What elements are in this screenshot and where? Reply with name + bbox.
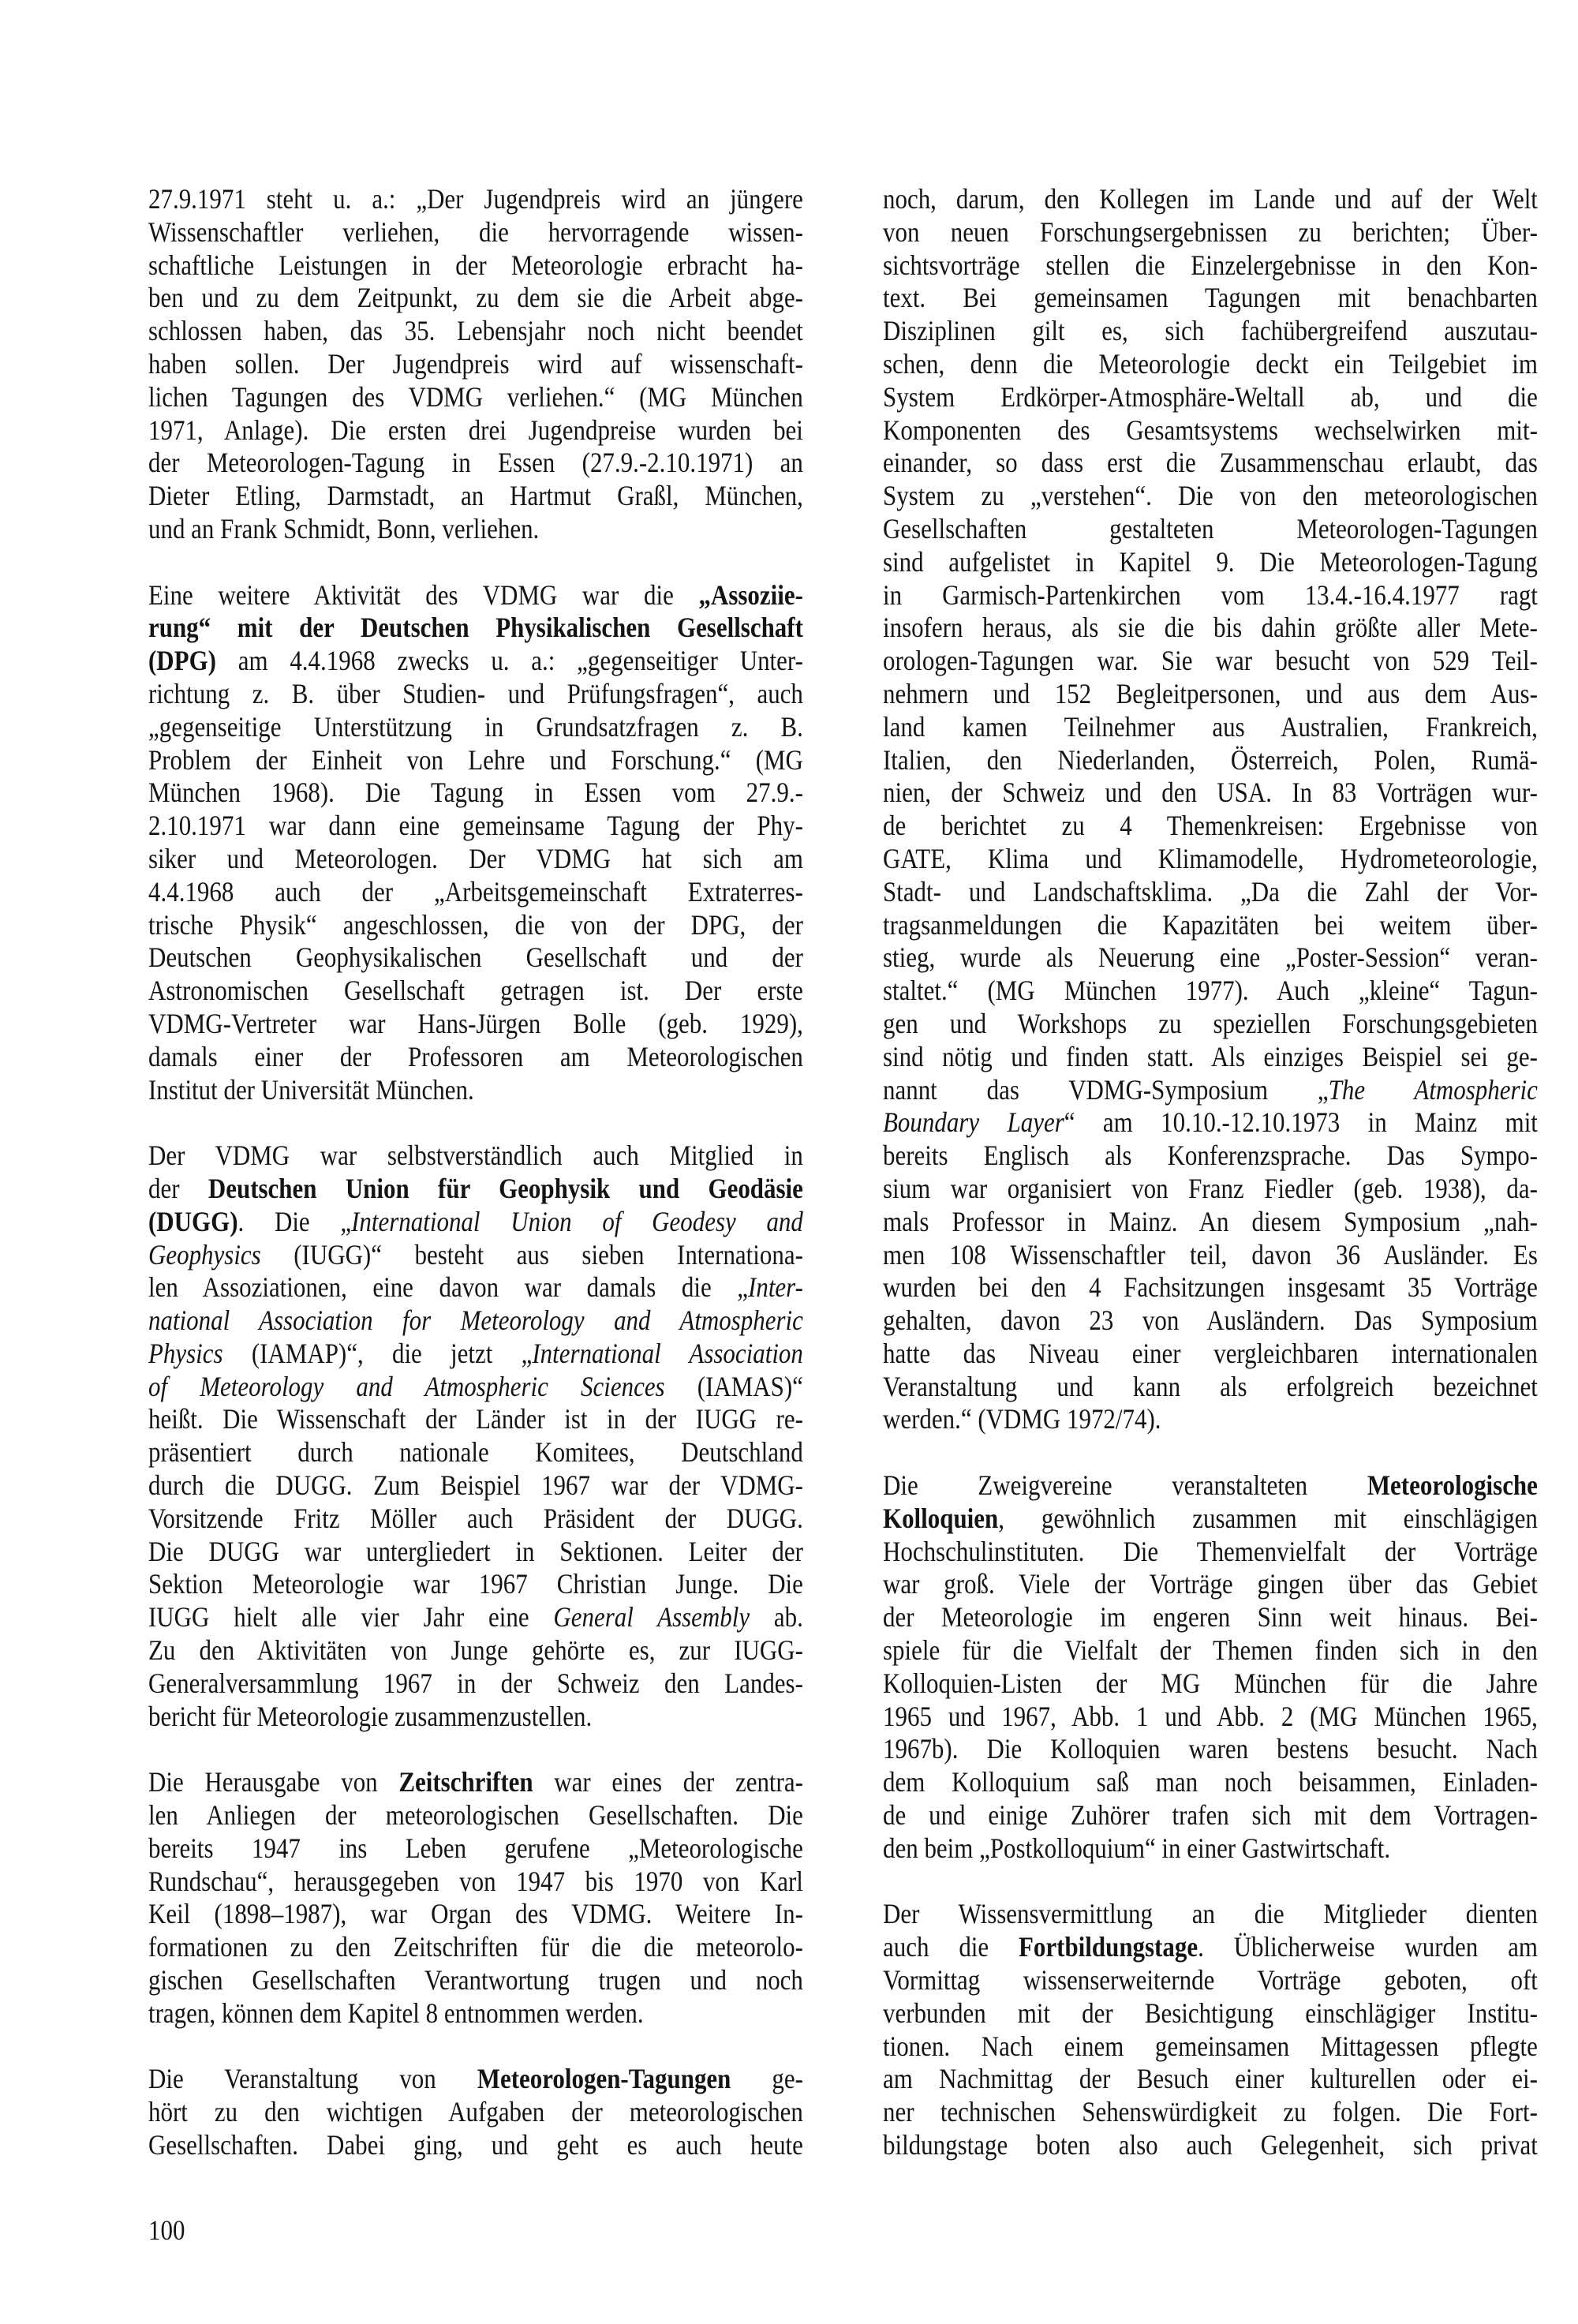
text-line: stieg, wurde als Neuerung eine „Poster-Session“ veran- (883, 941, 1538, 974)
text-line (148, 1371, 803, 1404)
italic-title: Physics (148, 1337, 223, 1369)
text-run: am 4.4.1968 zwecks u. a.: „gegenseitiger Unter- (215, 645, 803, 677)
text-run: ab. (750, 1601, 803, 1634)
text-run: Die Veranstaltung von (148, 2063, 477, 2095)
text-run: (IAMAS)“ (664, 1370, 803, 1402)
text-line: Hochschulinstituten. Die Themenvielfalt der Vorträge (883, 1535, 1538, 1567)
text-line: „gegenseitige Unterstützung in Grundsatzfragen z. B. (148, 710, 803, 743)
text-line (148, 1271, 803, 1304)
text-run: , gewöhnlich zusammen mit einschlägigen (998, 1502, 1538, 1534)
text-line: der Meteorologen-Tagung in Essen (27.9.-2.10.1971) an (148, 447, 803, 479)
text-line: Keil (1898–1987), war Organ des VDMG. Weitere In- (148, 1898, 803, 1930)
text-line: hatte das Niveau einer vergleichbaren internationalen (883, 1337, 1538, 1369)
text-run: (IUGG)“ besteht aus sieben Internationa- (260, 1238, 803, 1271)
text-run: . Die „ (237, 1205, 352, 1237)
text-line: sium war organisiert von Franz Fiedler (geb. 1938), da- (883, 1172, 1538, 1204)
text-line: spiele für die Vielfalt der Themen finden sich in den (883, 1634, 1538, 1667)
text-run: ge- (731, 2063, 803, 2095)
text-line: Problem der Einheit von Lehre und Forschung.“ (MG (148, 743, 803, 776)
bold-term: Meteorologen-Tagungen (477, 2063, 731, 2095)
text-line: gen und Workshops zu speziellen Forschungsgebieten (883, 1007, 1538, 1039)
text-line (883, 1106, 1538, 1140)
text-run: war eines der zentra- (533, 1766, 803, 1798)
text-line: in Garmisch-Partenkirchen vom 13.4.-16.4.1977 ragt (883, 578, 1538, 611)
text-line: Wissenschaftler verliehen, die hervorragende wissen- (148, 215, 803, 248)
text-run: “ am 10.10.-12.10.1973 in Mainz mit (1064, 1106, 1538, 1139)
bold-term: Zeitschriften (398, 1766, 533, 1798)
text-line: schen, denn die Meteorologie deckt ein Teilgebiet im (883, 347, 1538, 380)
text-line: bericht für Meteorologie zusammenzustellen. (148, 1700, 593, 1732)
italic-title: The Atmospheric (1328, 1073, 1538, 1106)
text-line: mals Professor in Mainz. An diesem Symposium „nah- (883, 1205, 1538, 1237)
text-line (148, 1304, 803, 1338)
text-line: einander, so dass erst die Zusammenschau erlaubt, das (883, 447, 1538, 479)
text-line: schaftliche Leistungen in der Meteorologie erbracht ha- (148, 249, 803, 281)
text-line: wurden bei den 4 Fachsitzungen insgesamt 35 Vorträge (883, 1271, 1538, 1304)
text-line: war groß. Viele der Vorträge gingen über das Gebiet (883, 1568, 1538, 1600)
text-line: noch, darum, den Kollegen im Lande und auf der Welt (883, 183, 1538, 215)
bold-term: (DUGG) (148, 1205, 238, 1237)
text-line: orologen-Tagungen war. Sie war besucht von 529 Teil- (883, 645, 1538, 677)
paragraph (148, 183, 803, 546)
text-run: auch die (883, 1931, 1019, 1963)
text-line: tragen, können dem Kapitel 8 entnommen werden. (148, 1997, 644, 2029)
text-line: Deutschen Geophysikalischen Gesellschaft und der (148, 941, 803, 974)
text-run: Eine weitere Aktivität des VDMG war die (148, 578, 699, 611)
text-run: len Assoziationen, eine davon war damals die „ (148, 1271, 749, 1304)
paragraph (148, 2063, 803, 2161)
italic-title: Inter- (748, 1271, 803, 1304)
text-line: tionen. Nach einem gemeinsamen Mittagessen pflegte (883, 2030, 1538, 2062)
text-line: hört zu den wichtigen Aufgaben der meteorologischen (148, 2096, 803, 2128)
text-line: 4.4.1968 auch der „Arbeitsgemeinschaft Extraterres- (148, 875, 803, 908)
bold-term: Fortbildungstage (1019, 1931, 1198, 1963)
italic-title: General Assembly (553, 1601, 750, 1634)
text-line: 1971, Anlage). Die ersten drei Jugendpreise wurden bei (148, 414, 803, 446)
text-line: Vormittag wissenserweiternde Vorträge geboten, oft (883, 1964, 1538, 1997)
text-line (148, 1338, 803, 1371)
text-line (148, 2063, 803, 2096)
text-line: text. Bei gemeinsamen Tagungen mit benachbarten (883, 282, 1538, 314)
text-line: präsentiert durch nationale Komitees, Deutschland (148, 1436, 803, 1469)
text-line: sind aufgelistet in Kapitel 9. Die Meteorologen-Tagung (883, 545, 1538, 578)
text-run: IUGG hielt alle vier Jahr eine (148, 1601, 554, 1634)
text-line: de berichtet zu 4 Themenkreisen: Ergebnisse von (883, 810, 1538, 842)
text-line: verbunden mit der Besichtigung einschlägiger Institu- (883, 1997, 1538, 2029)
bold-term: (DPG) (148, 645, 216, 677)
text-line: siker und Meteorologen. Der VDMG hat sich am (148, 842, 803, 874)
paragraph (148, 1766, 803, 2030)
text-line: am Nachmittag der Besuch einer kulturellen oder ei- (883, 2063, 1538, 2095)
paragraph (148, 579, 803, 1107)
text-line (883, 1931, 1538, 1964)
text-line: staltet.“ (MG München 1977). Auch „kleine“ Tagun- (883, 975, 1538, 1007)
text-run: Die Zweigvereine veranstalteten (883, 1469, 1367, 1502)
text-line: nien, der Schweiz und den USA. In 83 Vorträgen wur- (883, 777, 1538, 809)
text-line (148, 645, 803, 678)
italic-title: national Association for Meteorology and Atmospheric (148, 1304, 803, 1337)
bold-term: Meteorologische (1367, 1469, 1538, 1502)
text-line: Astronomischen Gesellschaft getragen ist. Der erste (148, 975, 803, 1007)
text-line: nehmern und 152 Begleitpersonen, und aus dem Aus- (883, 677, 1538, 709)
text-line: Gesellschaften. Dabei ging, und geht es auch heute (148, 2129, 803, 2161)
text-line: gehalten, davon 23 von Ausländern. Das Symposium (883, 1304, 1538, 1337)
italic-title: International Association (532, 1337, 803, 1369)
italic-title: Boundary Layer (883, 1106, 1064, 1139)
text-line: schlossen haben, das 35. Lebensjahr noch nicht beendet (148, 315, 803, 347)
text-run: Die Herausgabe von (148, 1766, 399, 1798)
text-line: richtung z. B. über Studien- und Prüfungsfragen“, auch (148, 677, 803, 709)
text-line: sichtsvorträge stellen die Einzelergebnisse in den Kon- (883, 249, 1538, 281)
left-text-column (148, 183, 803, 2195)
text-run: (IAMAP)“, die jetzt „ (222, 1337, 533, 1369)
text-line: Der Wissensvermittlung an die Mitglieder dienten (883, 1898, 1538, 1930)
text-line: 27.9.1971 steht u. a.: „Der Jugendpreis wird an jüngere (148, 183, 803, 215)
text-line (148, 579, 803, 612)
text-line (148, 1601, 803, 1634)
text-line: Sektion Meteorologie war 1967 Christian Junge. Die (148, 1568, 803, 1600)
text-line: len Anliegen der meteorologischen Gesellschaften. Die (148, 1799, 803, 1832)
text-line: men 108 Wissenschaftler teil, davon 36 Ausländer. Es (883, 1238, 1538, 1271)
text-line: System Erdkörper-Atmosphäre-Weltall ab, und die (883, 380, 1538, 413)
text-line (148, 1239, 803, 1272)
text-line: Italien, den Niederlanden, Österreich, Polen, Rumä- (883, 743, 1538, 776)
text-line: Gesellschaften gestalteten Meteorologen-Tagungen (883, 512, 1538, 545)
text-line: Generalversammlung 1967 in der Schweiz den Landes- (148, 1667, 803, 1699)
text-line: dem Kolloquium saß man noch beisammen, Einladen- (883, 1766, 1538, 1798)
text-line: den beim „Postkolloquium“ in einer Gastwirtschaft. (883, 1832, 1391, 1864)
text-line: tragsanmeldungen die Kapazitäten bei weitem über- (883, 908, 1538, 941)
text-line: VDMG-Vertreter war Hans-Jürgen Bolle (geb. 1929), (148, 1007, 803, 1039)
text-line (883, 1469, 1538, 1503)
text-line: Komponenten des Gesamtsystems wechselwirken mit- (883, 414, 1538, 446)
text-line: Institut der Universität München. (148, 1073, 474, 1106)
italic-title: of Meteorology and Atmospheric Sciences (148, 1370, 665, 1402)
text-line: de und einige Zuhörer trafen sich mit dem Vortragen- (883, 1799, 1538, 1832)
text-run: . Üblicherweise wurden am (1198, 1931, 1538, 1963)
text-line: Die DUGG war untergliedert in Sektionen. Leiter der (148, 1535, 803, 1567)
paragraph (148, 1140, 803, 1733)
text-line: Kolloquien-Listen der MG München für die Jahre (883, 1667, 1538, 1699)
text-line: bildungstage boten also auch Gelegenheit, sich privat (883, 2129, 1538, 2161)
text-line (148, 612, 803, 645)
text-line: heißt. Die Wissenschaft der Länder ist in der IUGG re- (148, 1403, 803, 1435)
right-text-column (883, 183, 1538, 2195)
text-line: durch die DUGG. Zum Beispiel 1967 war der VDMG- (148, 1469, 803, 1502)
text-line: Veranstaltung und kann als erfolgreich bezeichnet (883, 1370, 1538, 1402)
paragraph (883, 1898, 1538, 2161)
text-line: München 1968). Die Tagung in Essen vom 27.9.- (148, 777, 803, 809)
text-line: ben und zu dem Zeitpunkt, zu dem sie die Arbeit abge- (148, 282, 803, 314)
text-line: System zu „verstehen“. Die von den meteorologischen (883, 480, 1538, 512)
text-line: von neuen Forschungsergebnissen zu berichten; Über- (883, 215, 1538, 248)
text-line: damals einer der Professoren am Meteorologischen (148, 1040, 803, 1072)
text-line: Zu den Aktivitäten von Junge gehörte es, zur IUGG- (148, 1634, 803, 1667)
text-line: land kamen Teilnehmer aus Australien, Frankreich, (883, 710, 1538, 743)
bold-term: Deutschen Union für Geophysik und Geodäsie (208, 1172, 803, 1204)
text-line: bereits Englisch als Konferenzsprache. Das Sympo- (883, 1140, 1538, 1172)
text-line: formationen zu den Zeitschriften für die die meteorolo- (148, 1931, 803, 1963)
text-run: nannt das VDMG-Symposium „ (883, 1073, 1329, 1106)
text-line (883, 1503, 1538, 1536)
text-line (148, 1173, 803, 1206)
paragraph (883, 183, 1538, 1436)
italic-title: Geophysics (148, 1238, 261, 1271)
bold-term: Kolloquien (883, 1502, 999, 1534)
italic-title: International Union of Geodesy and (351, 1205, 803, 1237)
text-line: insofern heraus, als sie die bis dahin größte aller Mete- (883, 612, 1538, 644)
text-line (883, 1074, 1538, 1107)
bold-term: „Assoziie- (698, 578, 803, 611)
text-line: 2.10.1971 war dann eine gemeinsame Tagung der Phy- (148, 810, 803, 842)
text-line: haben sollen. Der Jugendpreis wird auf wissenschaft- (148, 347, 803, 380)
text-line (148, 1206, 803, 1239)
text-line: GATE, Klima und Klimamodelle, Hydrometeorologie, (883, 842, 1538, 874)
text-run: der (148, 1172, 208, 1204)
text-line: Vorsitzende Fritz Möller auch Präsident der DUGG. (148, 1502, 803, 1534)
text-line: werden.“ (VDMG 1972/74). (883, 1403, 1161, 1435)
text-line: der Meteorologie im engeren Sinn weit hinaus. Bei- (883, 1601, 1538, 1634)
text-line: Dieter Etling, Darmstadt, an Hartmut Graßl, München, (148, 480, 803, 512)
text-line: gischen Gesellschaften Verantwortung trugen und noch (148, 1964, 803, 1997)
text-line: Der VDMG war selbstverständlich auch Mitglied in (148, 1140, 803, 1172)
text-line: Disziplinen gilt es, sich fachübergreifend auszutau- (883, 315, 1538, 347)
text-line: bereits 1947 ins Leben gerufene „Meteorologische (148, 1832, 803, 1864)
paragraph (883, 1469, 1538, 1866)
text-line: und an Frank Schmidt, Bonn, verliehen. (148, 512, 540, 545)
text-line: 1967b). Die Kolloquien waren bestens besucht. Nach (883, 1733, 1538, 1765)
text-line: lichen Tagungen des VDMG verliehen.“ (MG München (148, 380, 803, 413)
text-line: Stadt- und Landschaftsklima. „Da die Zahl der Vor- (883, 875, 1538, 908)
text-line: Rundschau“, herausgegeben von 1947 bis 1970 von Karl (148, 1865, 803, 1897)
text-line (148, 1766, 803, 1799)
bold-term: rung“ mit der Deutschen Physikalischen Gesellschaft (148, 612, 803, 644)
text-line: ner technischen Sehenswürdigkeit zu folgen. Die Fort- (883, 2096, 1538, 2128)
text-line: trische Physik“ angeschlossen, die von der DPG, der (148, 908, 803, 941)
text-line: sind nötig und finden statt. Als einziges Beispiel sei ge- (883, 1040, 1538, 1072)
text-line: 1965 und 1967, Abb. 1 und Abb. 2 (MG München 1965, (883, 1700, 1538, 1732)
page-number: 100 (148, 2214, 185, 2246)
